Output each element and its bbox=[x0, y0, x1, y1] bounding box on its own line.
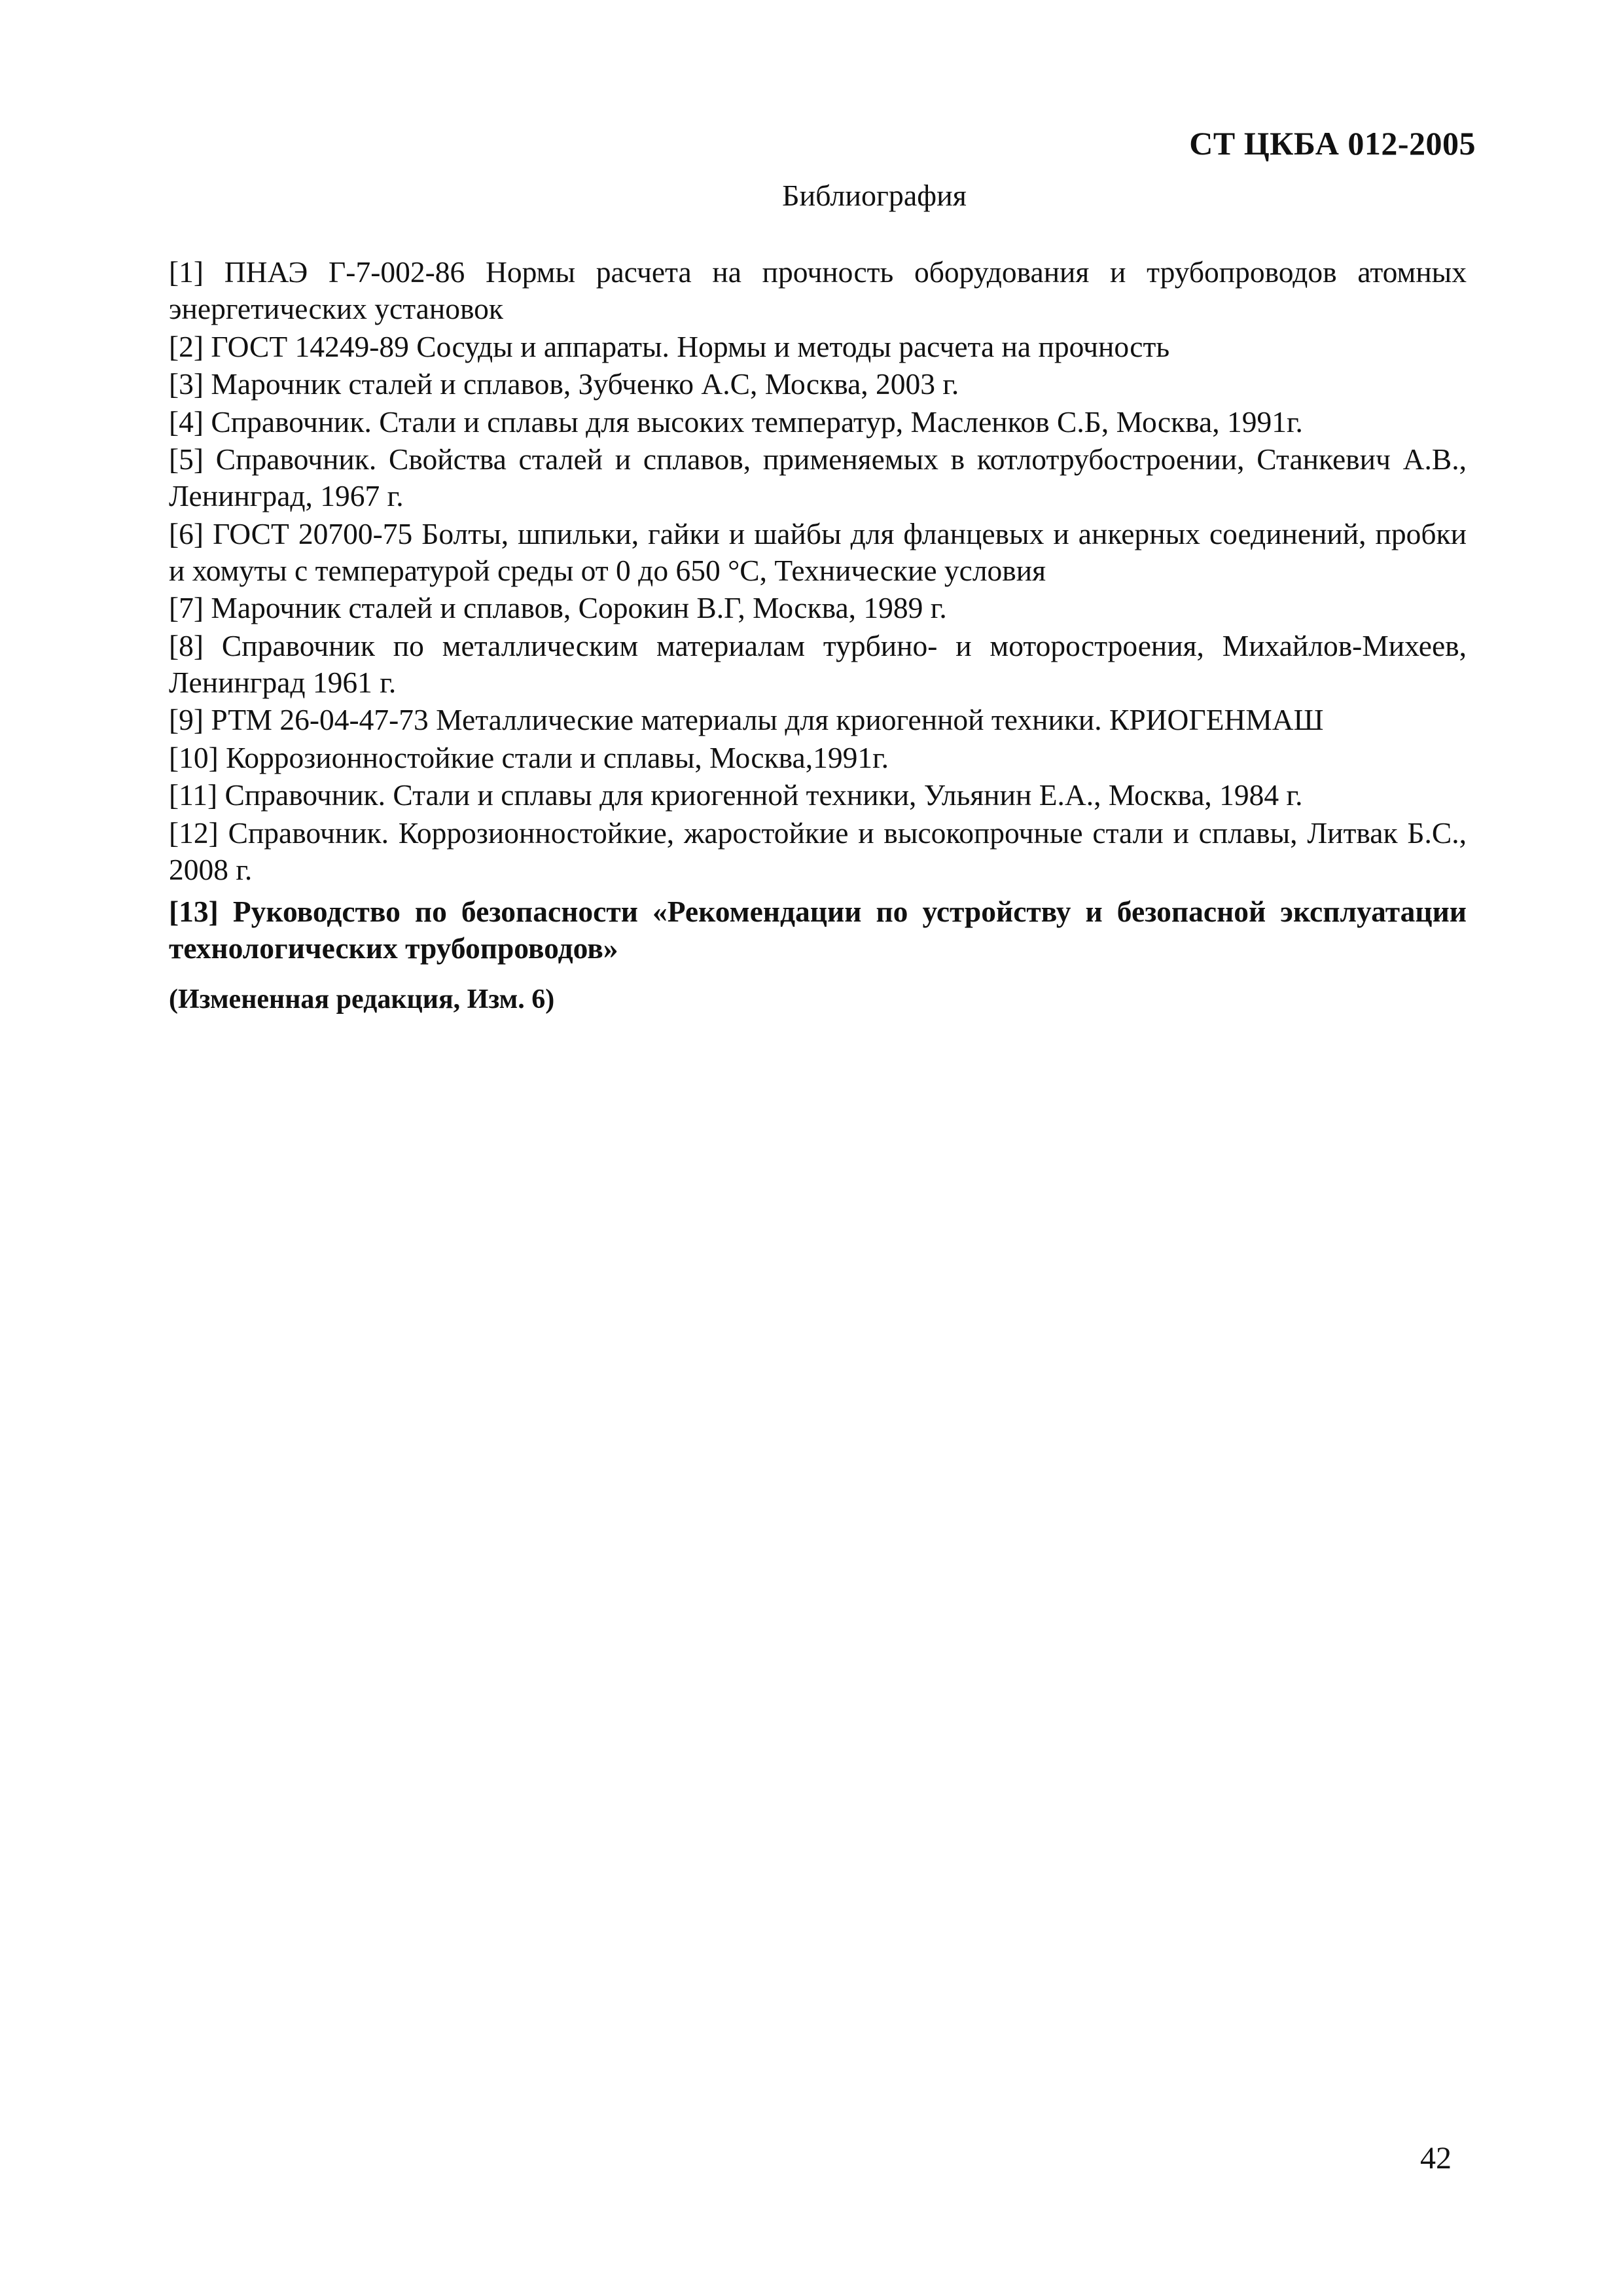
bib-entry-4: [4] Справочник. Стали и сплавы для высоких температур, Масленков С.Б, Москва, 1991г. bbox=[169, 404, 1303, 439]
bib-entry-10: [10] Коррозионностойкие стали и сплавы, Москва,1991г. bbox=[169, 740, 889, 774]
bib-entry-8: [8] Справочник по металлическим материалам турбино- и моторостроения, Михайлов-Михеев, Ленинград 1961 г. bbox=[169, 628, 1467, 699]
bib-entry-13: [13] Руководство по безопасности «Рекомендации по устройству и безопасной эксплуатации технологических трубопроводов» bbox=[169, 894, 1467, 965]
bib-entry-12: [12] Справочник. Коррозионностойкие, жаростойкие и высокопрочные стали и сплавы, Литвак Б.С., 2008 г. bbox=[169, 816, 1467, 886]
bibliography-list bbox=[169, 254, 1467, 1018]
bib-entry-2: [2] ГОСТ 14249-89 Сосуды и аппараты. Нормы и методы расчета на прочность bbox=[169, 329, 1170, 363]
bib-entry-9: [9] РТМ 26-04-47-73 Металлические материалы для криогенной техники. КРИОГЕНМАШ bbox=[169, 703, 1324, 736]
bib-entry-11: [11] Справочник. Стали и сплавы для криогенной техники, Ульянин Е.А., Москва, 1984 г. bbox=[169, 778, 1303, 812]
edition-note: (Измененная редакция, Изм. 6) bbox=[169, 984, 555, 1014]
bib-entry-5: [5] Справочник. Свойства сталей и сплавов, применяемых в котлотрубостроении, Станкевич А.В., Ленинград, 1967 г. bbox=[169, 442, 1467, 512]
document-code: СТ ЦКБА 012-2005 bbox=[1189, 125, 1476, 162]
section-title: Библиография bbox=[782, 179, 967, 212]
bib-entry-3: [3] Марочник сталей и сплавов, Зубченко А.С, Москва, 2003 г. bbox=[169, 367, 959, 401]
bib-entry-1: [1] ПНАЭ Г-7-002-86 Нормы расчета на прочность оборудования и трубопроводов атомных энергетических установок bbox=[169, 255, 1467, 325]
bib-entry-7: [7] Марочник сталей и сплавов, Сорокин В.Г, Москва, 1989 г. bbox=[169, 591, 947, 624]
page-number: 42 bbox=[1420, 2141, 1452, 2176]
bib-entry-6: [6] ГОСТ 20700-75 Болты, шпильки, гайки и шайбы для фланцевых и анкерных соединений, пробки и хомуты с температурой среды от 0 до 650 °С, Технические условия bbox=[169, 516, 1467, 587]
